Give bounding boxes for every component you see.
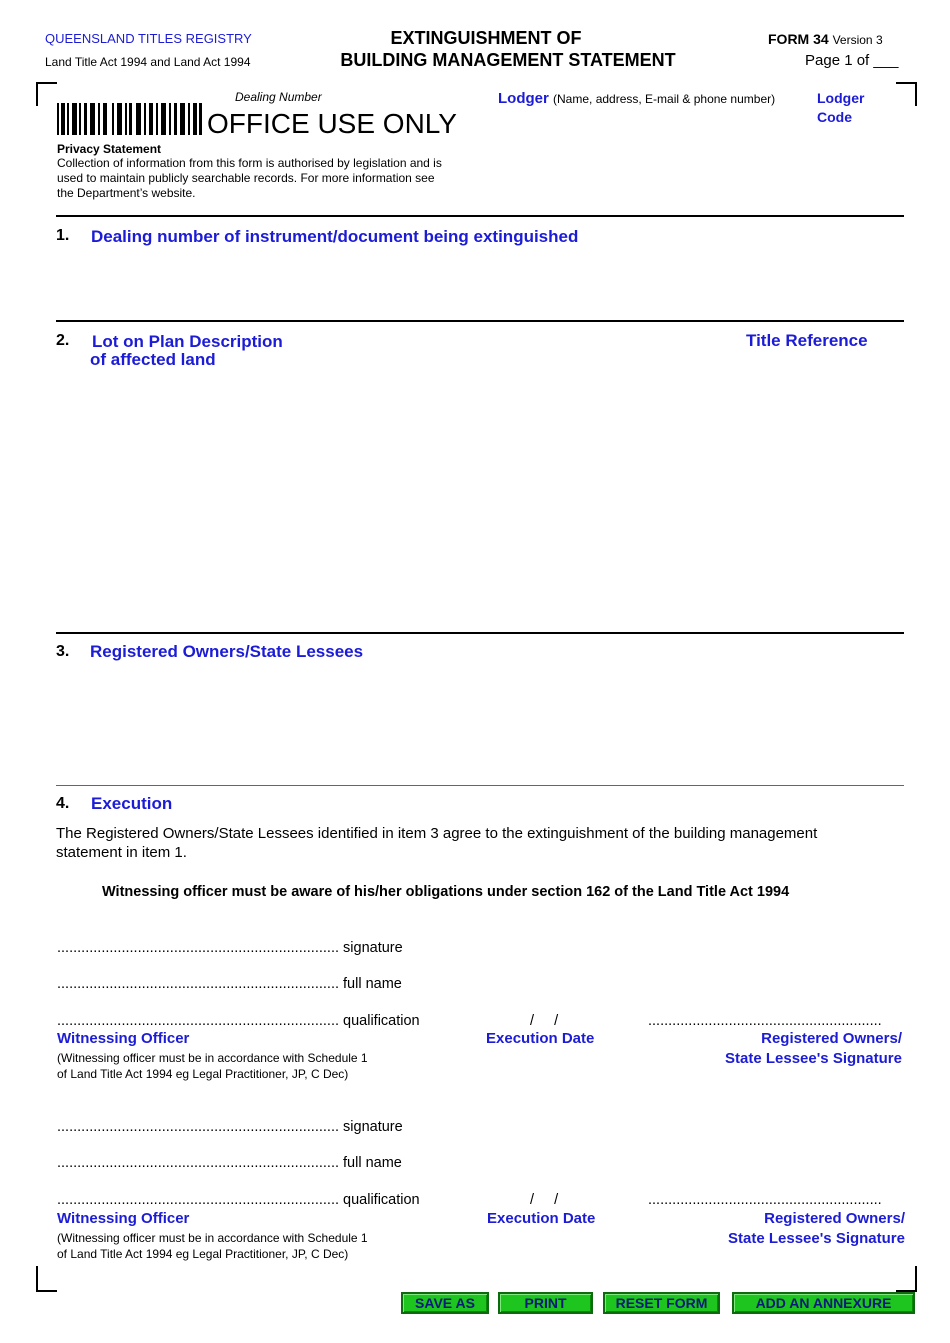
dotted-line: ...................................................................... — [57, 940, 339, 956]
office-use-only: OFFICE USE ONLY — [207, 108, 457, 139]
full-name-label: full name — [343, 1155, 402, 1171]
execution-text-line2: statement in item 1. — [56, 844, 187, 861]
lodger-code-input[interactable] — [817, 130, 897, 200]
form-number: FORM 34 — [768, 31, 829, 47]
full-name-label: full name — [343, 976, 402, 992]
execution-date-label-1: Execution Date — [486, 1030, 595, 1047]
qualification-label: qualification — [343, 1013, 420, 1029]
section-2-title-line2: of affected land — [90, 350, 216, 369]
dealing-number-label: Dealing Number — [235, 90, 322, 104]
section-2-number: 2. — [56, 332, 70, 349]
dotted-line: ...................................................................... — [57, 1013, 339, 1029]
title-reference-input[interactable] — [740, 355, 904, 630]
qualification-label: qualification — [343, 1192, 420, 1208]
form-title-line2: BUILDING MANAGEMENT STATEMENT — [340, 50, 676, 70]
witness-note-1-line1: (Witnessing officer must be in accordance with Schedule 1 — [57, 1051, 368, 1065]
execution-date-input-2[interactable]: / / — [530, 1192, 559, 1208]
privacy-title: Privacy Statement — [57, 142, 162, 156]
owner-signature-line-2[interactable]: .......................................................... — [648, 1192, 882, 1208]
dealing-number-input[interactable] — [56, 252, 904, 318]
signature-label: signature — [343, 1119, 403, 1135]
section-2-title-line1: Lot on Plan Description — [92, 332, 283, 351]
form-title-line1: EXTINGUISHMENT OF — [390, 28, 582, 48]
witness-warning: Witnessing officer must be aware of his/her obligations under section 162 of the Land Title Act 1994 — [102, 884, 790, 900]
corner-mark-top-left — [36, 82, 57, 106]
corner-mark-bottom-right — [896, 1266, 917, 1292]
section-divider-1 — [56, 215, 904, 217]
section-4-title: Execution — [91, 794, 173, 813]
lodger-label: Lodger — [498, 90, 549, 107]
form-number-block — [768, 31, 883, 47]
witnessing-officer-label-1: Witnessing Officer — [57, 1030, 190, 1047]
dotted-line: ...................................................................... — [57, 1119, 339, 1135]
section-3-number: 3. — [56, 643, 70, 660]
add-annexure-button[interactable]: ADD AN ANNEXURE — [732, 1292, 915, 1314]
title-reference-label: Title Reference — [746, 331, 868, 350]
signature-label: signature — [343, 940, 403, 956]
privacy-line-3: the Department’s website. — [57, 186, 196, 200]
section-divider-4 — [56, 785, 904, 786]
section-3-title: Registered Owners/State Lessees — [90, 642, 364, 661]
privacy-line-2: used to maintain publicly searchable records. For more information see — [57, 171, 435, 185]
lodger-code-label-line2: Code — [817, 109, 852, 125]
witness-note-1-line2: of Land Title Act 1994 eg Legal Practitioner, JP, C Dec) — [57, 1067, 349, 1081]
lodger-input-area[interactable] — [498, 110, 808, 200]
section-4-number: 4. — [56, 795, 70, 812]
owner-signature-label-1-line1: Registered Owners/ — [761, 1030, 902, 1047]
print-button[interactable]: PRINT — [498, 1292, 593, 1314]
governing-acts: Land Title Act 1994 and Land Act 1994 — [45, 55, 251, 69]
privacy-line-1: Collection of information from this form is authorised by legislation and is — [57, 156, 442, 170]
lodger-block — [498, 90, 775, 107]
corner-mark-bottom-left — [36, 1266, 57, 1292]
owner-signature-label-2-line2: State Lessee's Signature — [728, 1230, 905, 1247]
witness-full-name-line-2[interactable] — [57, 1155, 402, 1171]
section-divider-3 — [56, 632, 904, 634]
page-number: Page 1 of ___ — [805, 52, 899, 69]
save-as-button[interactable]: SAVE AS — [401, 1292, 489, 1314]
registered-owners-input[interactable] — [56, 668, 904, 782]
witness-full-name-line-1[interactable] — [57, 976, 402, 992]
witness-signature-line-1[interactable] — [57, 940, 403, 956]
dotted-line: ...................................................................... — [57, 976, 339, 992]
witness-signature-line-2[interactable] — [57, 1119, 403, 1135]
owner-signature-line-1[interactable]: .......................................................... — [648, 1013, 882, 1029]
execution-date-input-1[interactable]: / / — [530, 1013, 559, 1029]
barcode-graphic — [57, 103, 202, 135]
section-1-title: Dealing number of instrument/document being extinguished — [91, 227, 579, 246]
execution-date-label-2: Execution Date — [487, 1210, 596, 1227]
section-divider-2 — [56, 320, 904, 322]
lodger-code-label-line1: Lodger — [817, 90, 865, 106]
owner-signature-label-1-line2: State Lessee's Signature — [725, 1050, 902, 1067]
section-1-number: 1. — [56, 227, 70, 244]
lot-on-plan-input[interactable] — [56, 375, 696, 630]
witnessing-officer-label-2: Witnessing Officer — [57, 1210, 190, 1227]
owner-signature-label-2-line1: Registered Owners/ — [764, 1210, 905, 1227]
dotted-line: ...................................................................... — [57, 1155, 339, 1171]
execution-text-line1: The Registered Owners/State Lessees identified in item 3 agree to the extinguishment of the building management — [56, 825, 818, 842]
form-version: Version 3 — [832, 33, 883, 47]
witness-qualification-line-1[interactable] — [57, 1013, 420, 1029]
witness-qualification-line-2[interactable] — [57, 1192, 420, 1208]
dotted-line: ...................................................................... — [57, 1192, 339, 1208]
lodger-hint: (Name, address, E-mail & phone number) — [553, 92, 776, 106]
corner-mark-top-right — [896, 82, 917, 106]
registry-name: QUEENSLAND TITLES REGISTRY — [45, 31, 252, 46]
witness-note-2-line1: (Witnessing officer must be in accordance with Schedule 1 — [57, 1231, 368, 1245]
reset-form-button[interactable]: RESET FORM — [603, 1292, 720, 1314]
witness-note-2-line2: of Land Title Act 1994 eg Legal Practitioner, JP, C Dec) — [57, 1247, 349, 1261]
